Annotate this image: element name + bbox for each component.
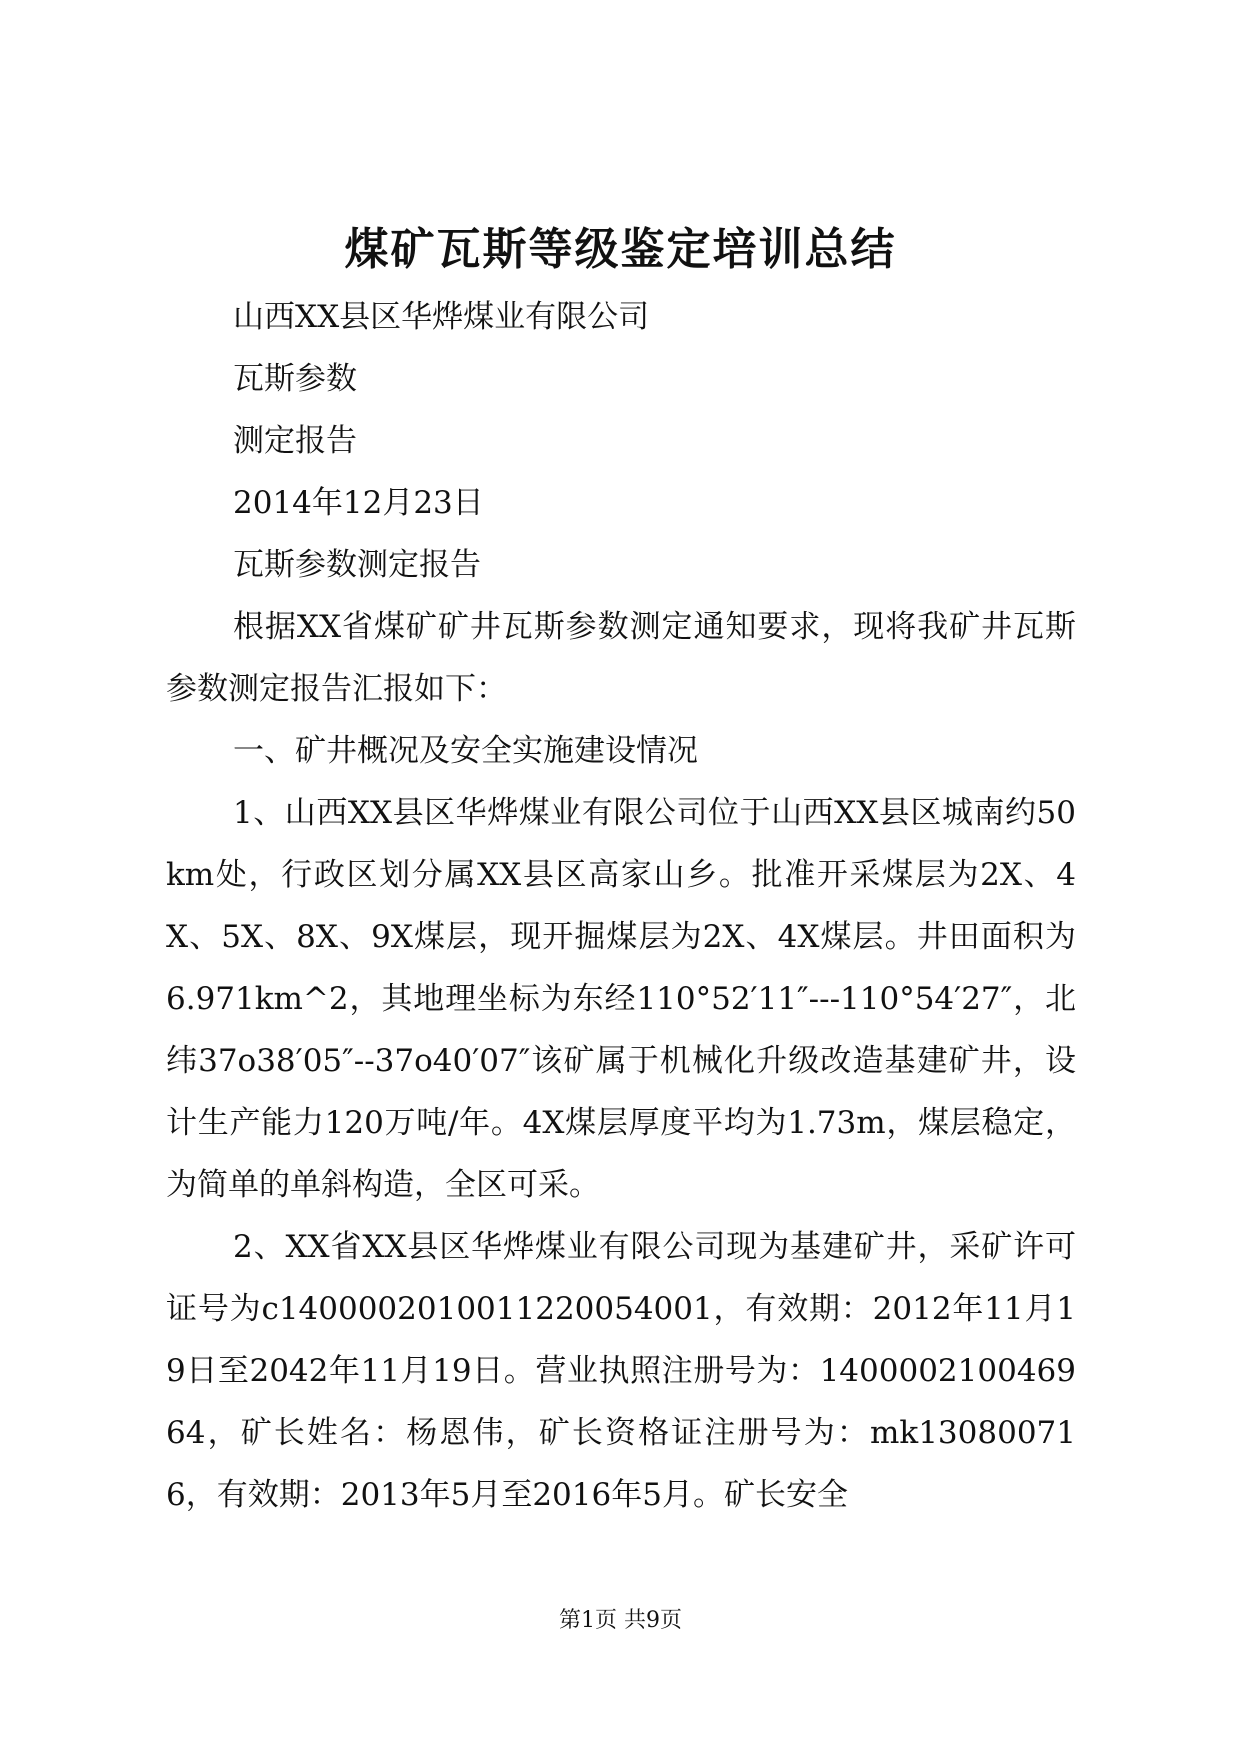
document-body [166,286,1076,1526]
report-type-line: 测定报告 [233,423,357,459]
body-paragraph-1: 1、山西XX县区华烨煤业有限公司位于山西XX县区城南约50km处，行政区划分属XX县区高家山乡。批准开采煤层为2X、4X、5X、8X、9X煤层，现开掘煤层为2X、4X煤层。井田面积为6.971km^2，其地理坐标为东经110°52′11″---110°54′27″，北纬37o38′05″--37o40′07″该矿属于机械化升级改造基建矿井，设计生产能力120万吨/年。4X煤层厚度平均为1.73m，煤层稳定，为简单的单斜构造，全区可采。 [166,795,1076,1203]
intro-paragraph: 根据XX省煤矿矿井瓦斯参数测定通知要求，现将我矿井瓦斯参数测定报告汇报如下： [166,609,1076,707]
report-heading-line: 瓦斯参数测定报告 [233,547,481,583]
section-heading: 一、矿井概况及安全实施建设情况 [233,733,698,769]
company-name-line: 山西XX县区华烨煤业有限公司 [233,299,650,335]
body-paragraph-2: 2、XX省XX县区华烨煤业有限公司现为基建矿井，采矿许可证号为c1400002010011220054001，有效期：2012年11月19日至2042年11月19日。营业执照注册号为：140000210046964，矿长姓名：杨恩伟，矿长资格证注册号为：mk130800716，有效期：2013年5月至2016年5月。矿长安全 [166,1229,1076,1513]
document-title: 煤矿瓦斯等级鉴定培训总结 [344,224,897,275]
report-date-line: 2014年12月23日 [233,485,484,521]
page-footer: 第1页 共9页 [559,1608,682,1633]
report-subject-line: 瓦斯参数 [233,361,357,397]
